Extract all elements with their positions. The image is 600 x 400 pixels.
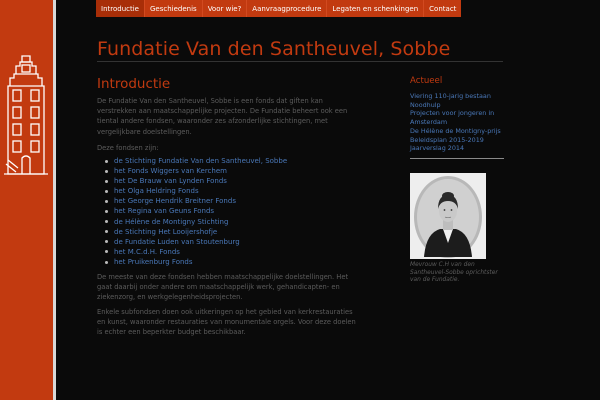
bullet-icon xyxy=(105,240,108,243)
list-item xyxy=(105,227,363,237)
bullet-icon xyxy=(105,250,108,253)
news-item[interactable]: Projecten voor jongeren in xyxy=(410,109,495,118)
fund-link[interactable]: het Olga Heldring Fonds xyxy=(114,187,199,196)
nav-item-voor-wie[interactable]: Voor wie? xyxy=(203,0,248,17)
news-item[interactable]: De Hélène de Montigny-prijs xyxy=(410,126,501,135)
news-item[interactable]: Amsterdam xyxy=(410,118,448,127)
nav-item-contact[interactable]: Contact xyxy=(424,0,461,17)
fund-link[interactable]: de Fundatie Luden van Stoutenburg xyxy=(114,237,240,246)
brand-band xyxy=(0,0,53,400)
page-heading: Introductie xyxy=(97,76,171,92)
site-title[interactable]: Fundatie Van den Santheuvel, Sobbe xyxy=(97,38,451,60)
main-content xyxy=(97,76,363,337)
fund-link[interactable]: het Fonds Wiggers van Kerchem xyxy=(114,167,227,176)
list-item xyxy=(105,206,363,216)
list-item xyxy=(105,237,363,247)
fund-link[interactable]: het M.C.d.H. Fonds xyxy=(114,247,180,256)
portrait-icon xyxy=(410,173,486,259)
bullet-icon xyxy=(105,230,108,233)
fund-link[interactable]: de Stichting Fundatie Van den Santheuvel, Sobbe xyxy=(114,157,288,166)
nav-item-introductie[interactable]: Introductie xyxy=(96,0,145,17)
news-item[interactable]: Noodhulp xyxy=(410,100,441,109)
list-item xyxy=(105,166,363,176)
nav-item-legaten[interactable]: Legaten en schenkingen xyxy=(327,0,424,17)
list-item xyxy=(105,247,363,257)
fund-list-intro: Deze fondsen zijn: xyxy=(97,143,159,152)
fund-link[interactable]: het De Brauw van Lynden Fonds xyxy=(114,177,227,186)
news-item[interactable]: Jaarverslag 2014 xyxy=(410,144,465,153)
bullet-icon xyxy=(105,261,108,264)
bullet-icon xyxy=(105,160,108,163)
portrait-photo xyxy=(410,173,486,259)
list-item xyxy=(105,196,363,206)
list-item xyxy=(105,257,363,267)
news-item[interactable]: Viering 110-jarig bestaan xyxy=(410,92,491,100)
bullet-icon xyxy=(105,180,108,183)
fund-list xyxy=(97,156,363,267)
canal-house-logo-icon[interactable] xyxy=(2,52,50,178)
bullet-icon xyxy=(105,170,108,173)
list-item xyxy=(105,217,363,227)
portrait-caption: Mevrouw C.H van den Santheuvel-Sobbe oprichtster van de Fundatie. xyxy=(410,261,498,284)
fund-link[interactable]: de Hélène de Montigny Stichting xyxy=(114,217,229,226)
news-item[interactable]: Beleidsplan 2015-2019 xyxy=(410,135,484,144)
nav-item-geschiedenis[interactable]: Geschiedenis xyxy=(145,0,203,17)
fund-link[interactable]: het George Hendrik Breitner Fonds xyxy=(114,197,236,206)
bullet-icon xyxy=(105,220,108,223)
fund-link[interactable]: de Stichting Het Looijershofje xyxy=(114,227,218,236)
bullet-icon xyxy=(105,190,108,193)
news-list xyxy=(410,92,504,153)
bullet-icon xyxy=(105,210,108,213)
list-item xyxy=(105,176,363,186)
bullet-icon xyxy=(105,200,108,203)
sidebar xyxy=(410,76,504,285)
band-divider xyxy=(53,0,56,400)
fund-link[interactable]: het Pruikenburg Fonds xyxy=(114,257,193,266)
fund-link[interactable]: het Regina van Geuns Fonds xyxy=(114,207,215,216)
nav-item-aanvraagprocedure[interactable]: Aanvraagprocedure xyxy=(247,0,327,17)
list-item xyxy=(105,186,363,196)
intro-paragraph: De Fundatie Van den Santheuvel, Sobbe is een fonds dat giften kan verstrekken aan maatschappelijke projecten. De Fundatie beheert ook een tiental andere fondsen, waaronder zes afzonderlijke stichtingen, met vergelijkbare doelstellingen. xyxy=(97,97,348,136)
sidebar-heading: Actueel xyxy=(410,76,443,86)
list-item xyxy=(105,156,363,166)
title-divider xyxy=(97,61,503,62)
sidebar-divider xyxy=(410,158,504,159)
goals-paragraph: De meeste van deze fondsen hebben maatschappelijke doelstellingen. Het gaat daarbij onder andere om maatschappelijk werk, gehandicapten- en ziekenzorg, en werkgelegenheidsprojecten. xyxy=(97,273,349,302)
top-navigation xyxy=(96,0,461,17)
subfunds-paragraph: Enkele subfondsen doen ook uitkeringen op het gebied van kerkrestauraties en kunst, waaronder restauraties van monumentale orgels. Voor deze doelen is echter een beperkter budget beschikbaar. xyxy=(97,307,356,337)
